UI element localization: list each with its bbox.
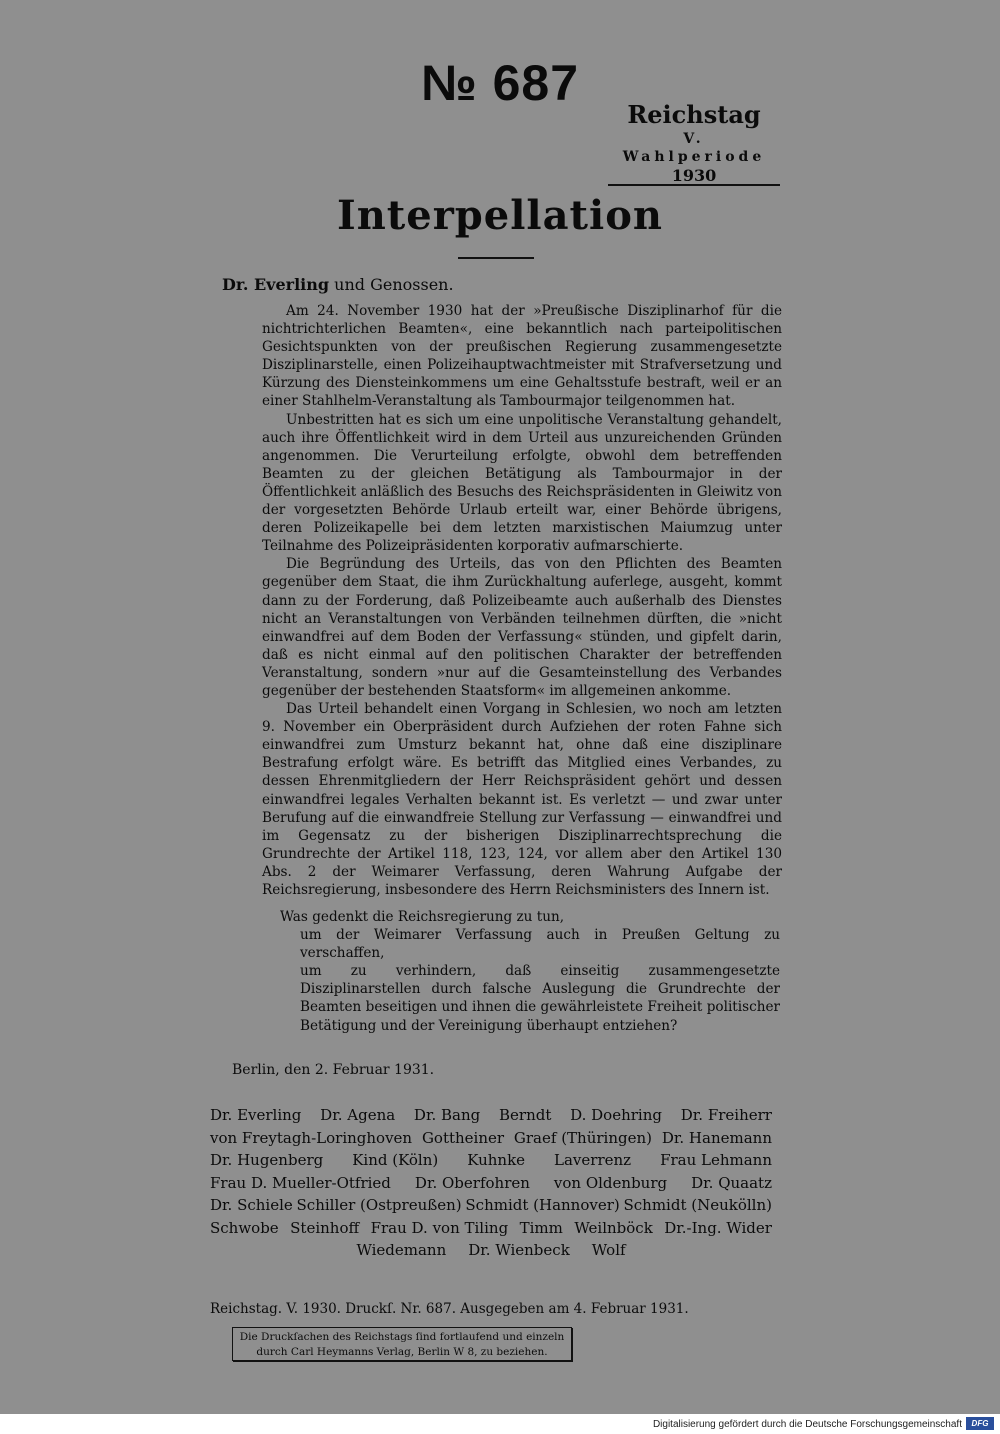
signatory-name: Dr. Wienbeck (468, 1241, 570, 1259)
author-suffix: und Genossen. (334, 275, 454, 294)
signatory-name: Frau D. von Tiling (370, 1218, 509, 1237)
signatory-name: Kuhnke (467, 1151, 526, 1169)
period-year: 1930 (671, 166, 717, 185)
document-number: № 687 (420, 55, 580, 111)
signatory-name: Dr. Schiele (210, 1196, 293, 1214)
reichstag-header-box (608, 100, 780, 186)
question-block (280, 908, 780, 1035)
signatory-name: Graef (Thüringen) (513, 1128, 652, 1147)
body-paragraph: Das Urteil behandelt einen Vorgang in Schlesien, wo noch am letzten 9. November ein Oberpräsident durch Aufziehen der roten Fahne sich einwandfrei zum Umsturz bekannt hat, ohne daß eine disziplinare Bestrafung erfolgt wäre. Es betrifft das Mitglied eines Verbandes, zu dessen Ehrenmitgliedern der Herr Reichspräsident gehört und dessen einwandfrei legales Verhalten bekannt ist. Es verletzt — und zwar unter Berufung auf die einwandfreie Stellung zur Verfassung — einwandfrei und im Gegensatz zu der bisherigen Disziplinarrechtsprechung die Grundrechte der Artikel 118, 123, 124, vor allem aber den Artikel 130 Abs. 2 der Weimarer Verfassung, deren Wahrung Aufgabe der Reichsregierung, insbesondere des Herrn Reichsministers des Innern ist. (262, 701, 782, 898)
dateline: Berlin, den 2. Februar 1931. (232, 1062, 435, 1078)
signatory-name: Steinhoff (290, 1218, 360, 1237)
body-paragraph: Unbestritten hat es sich um eine unpolitische Veranstaltung gehandelt, auch ihre Öffentlichkeit wird in dem Urteil aus unzureichenden Gründen angenommen. Die Verurteilung erfolgte, obwohl dem betreffenden Beamten zu der gleichen Betätigung als Tambourmajor in der Öffentlichkeit anläßlich des Besuchs des Reichspräsidenten in Gleiwitz von der vorgesetzten Behörde Urlaub erteilt war, einer Behörde übrigens, deren Polizeikapelle bei dem letzten marxistischen Maiumzug unter Teilnahme des Polizeipräsidenten korporativ aufmarschierte. (262, 411, 782, 555)
signatory-name: Weilnböck (574, 1218, 653, 1237)
signatory-name: Schiller (Ostpreußen) (296, 1196, 462, 1214)
signatory-row (210, 1239, 772, 1262)
signatory-name: Dr. Everling (210, 1106, 302, 1124)
distribution-notice (232, 1327, 572, 1361)
signatory-name: Kind (Köln) (352, 1151, 439, 1169)
signatory-name: Timm (519, 1218, 563, 1237)
question-item: um zu verhindern, daß einseitig zusammengesetzte Disziplinarstellen durch falsche Auslegung die Grundrechte der Beamten beseitigen und ihnen die gewährleistete Freiheit politischer Betätigung und der Vereinigung überhaupt entziehen? (300, 963, 780, 1034)
signatory-name: Schmidt (Neukölln) (623, 1196, 772, 1214)
notice-line: durch Carl Heymanns Verlag, Berlin W 8, zu beziehen. (256, 1346, 548, 1358)
signatories-block (210, 1104, 772, 1262)
signatory-row (210, 1149, 772, 1172)
signatory-name: Dr. Hugenberg (210, 1151, 324, 1169)
digitization-credit: Digitalisierung gefördert durch die Deutsche Forschungsgemeinschaft (652, 1419, 962, 1430)
signatory-name: Gottheiner (421, 1128, 505, 1147)
signatory-name: Schmidt (Hannover) (465, 1196, 620, 1214)
interpellation-body (262, 302, 782, 899)
lead-author: Dr. Everling (222, 275, 330, 294)
author-line (222, 275, 454, 294)
dfg-logo: DFG (966, 1417, 994, 1430)
signatory-name: Laverrenz (554, 1151, 632, 1169)
election-period: V. Wahlperiode (622, 131, 766, 165)
question-intro: Was gedenkt die Reichsregierung zu tun, (280, 909, 565, 925)
signatory-row (210, 1172, 772, 1195)
title-divider (458, 257, 534, 259)
signatory-name: Dr. Oberfohren (414, 1173, 530, 1192)
publication-line: Reichstag. V. 1930. Druckſ. Nr. 687. Ausgegeben am 4. Februar 1931. (210, 1301, 689, 1317)
body-paragraph: Die Begründung des Urteils, das von den Pflichten des Beamten gegenüber dem Staat, die ihm Zurückhaltung auferlege, ausgeht, kommt dann zu der Forderung, daß Polizeibeamte auch außerhalb des Dienstes nicht an Veranstaltungen von Verbänden teilnehmen dürften, die »nicht einwandfrei auf dem Boden der Verfassung« stünden, und gipfelt darin, daß es nicht einmal auf den politischen Charakter der betreffenden Veranstaltung, sondern »nur auf die Gesamteinstellung des Verbandes gegenüber der bestehenden Staatsform« im allgemeinen ankomme. (262, 556, 782, 699)
signatory-name: Dr. Freiherr (680, 1106, 772, 1124)
signatory-name: von Oldenburg (553, 1173, 668, 1192)
signatory-name: D. Doehring (570, 1106, 662, 1124)
question-item: um der Weimarer Verfassung auch in Preußen Geltung zu verschaffen, (300, 927, 780, 962)
signatory-name: Frau Lehmann (660, 1151, 772, 1169)
signatory-name: Dr. Hanemann (661, 1128, 772, 1147)
signatory-row (210, 1104, 772, 1127)
signatory-name: Wolf (591, 1241, 626, 1259)
notice-line: Die Druckſachen des Reichstags ſind fortlaufend und einzeln (239, 1331, 565, 1343)
signatory-name: Dr. Bang (413, 1106, 481, 1124)
signatory-row (210, 1194, 772, 1217)
signatory-row (210, 1127, 772, 1150)
document-type-title: Interpellation (337, 192, 663, 239)
signatory-row (210, 1217, 772, 1240)
body-paragraph: Am 24. November 1930 hat der »Preußische Disziplinarhof für die nichtrichterlichen Beamten«, eine bekanntlich nach parteipolitischen Gesichtspunkten von der preußischen Regierung zusammengesetzte Disziplinarstelle, einen Polizeihauptwachtmeister mit Strafversetzung und Kürzung des Diensteinkommens um eine Gehaltsstufe bestraft, weil er an einer Stahlhelm-Veranstaltung als Tambourmajor teilgenommen hat. (262, 303, 782, 410)
signatory-name: Dr. Quaatz (691, 1173, 772, 1192)
signatory-name: Schwobe (210, 1218, 279, 1237)
signatory-name: Berndt (499, 1106, 552, 1124)
signatory-name: Dr. Agena (320, 1106, 396, 1124)
signatory-name: von Freytagh-Loringhoven (210, 1128, 413, 1147)
signatory-name: Dr.-Ing. Wider (664, 1218, 772, 1237)
signatory-name: Frau D. Mueller-Otfried (210, 1173, 391, 1192)
signatory-name: Wiedemann (356, 1241, 447, 1259)
parliament-name: Reichstag (627, 100, 761, 129)
